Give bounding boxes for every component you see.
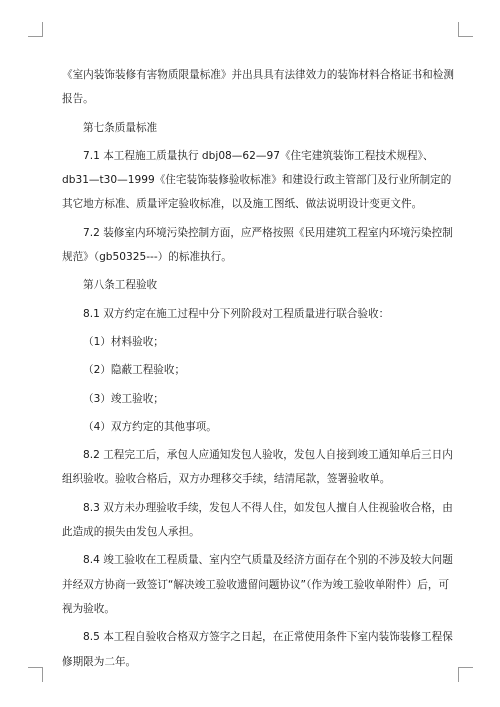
crop-mark-top-left	[28, 22, 43, 37]
document-text-line: 8.2 工程完工后，承包人应通知发包人验收，发包人自接到竣工通知单后三日内	[83, 449, 453, 462]
document-text-line: 并经双方协商一致签订“解决竣工验收遗留问题协议”（作为竣工验收单附件）后，可	[62, 578, 450, 591]
document-text-line: 此造成的损失由发包人承担。	[62, 526, 200, 539]
document-text-line: （1）材料验收；	[83, 335, 164, 348]
document-text-line: 8.1 双方约定在施工过程中分下列阶段对工程质量进行联合验收：	[83, 307, 390, 320]
document-text-line: 报告。	[62, 93, 94, 106]
document-text-line: 第八条工程验收	[83, 279, 158, 292]
document-text-line: 7.2 装修室内环境污染控制方面，应严格按照《民用建筑工程室内环境污染控制	[83, 226, 453, 239]
document-text-line: （3）竣工验收；	[83, 392, 164, 405]
document-text-line: 8.5 本工程自验收合格双方签字之日起，在正常使用条件下室内装饰装修工程保	[83, 631, 453, 644]
document-text-line: 其它地方标准、质量评定验收标准，以及施工图纸、做法说明设计变更文件。	[62, 198, 423, 211]
document-body	[62, 63, 454, 674]
document-text-line: 视为验收。	[62, 602, 115, 615]
document-text-line: db31—t30—1999《住宅装饰装修验收标准》和建设行政主管部门及行业所制定的	[62, 174, 452, 187]
document-text-line: 第七条质量标准	[83, 121, 158, 134]
document-text-line: 8.4 竣工验收在工程质量、室内空气质量及经济方面存在个别的不涉及较大问题	[83, 554, 453, 567]
document-text-line: 修期限为二年。	[62, 655, 137, 668]
document-text-line: （2）隐蔽工程验收；	[83, 364, 186, 377]
crop-mark-bottom-right	[458, 667, 473, 682]
document-text-line: 规范》（gb50325---）的标准执行。	[62, 251, 232, 264]
crop-mark-top-right	[458, 22, 473, 37]
document-text-line: 《室内装饰装修有害物质限量标准》并出具具有法律效力的装饰材料合格证书和检测	[62, 69, 454, 81]
document-text-line: 8.3 双方未办理验收手续，发包人不得人住，如发包人擅自人住视验收合格，由	[83, 501, 453, 514]
document-text-line: （4）双方约定的其他事项。	[83, 420, 217, 433]
crop-mark-bottom-left	[28, 667, 43, 682]
document-text-line: 组织验收。验收合格后，双方办理移交手续，结清尾款，签署验收单。	[62, 473, 391, 486]
document-text-line: 7.1 本工程施工质量执行 dbj08—62—97《住宅建筑装饰工程技术规程》、	[83, 149, 434, 162]
